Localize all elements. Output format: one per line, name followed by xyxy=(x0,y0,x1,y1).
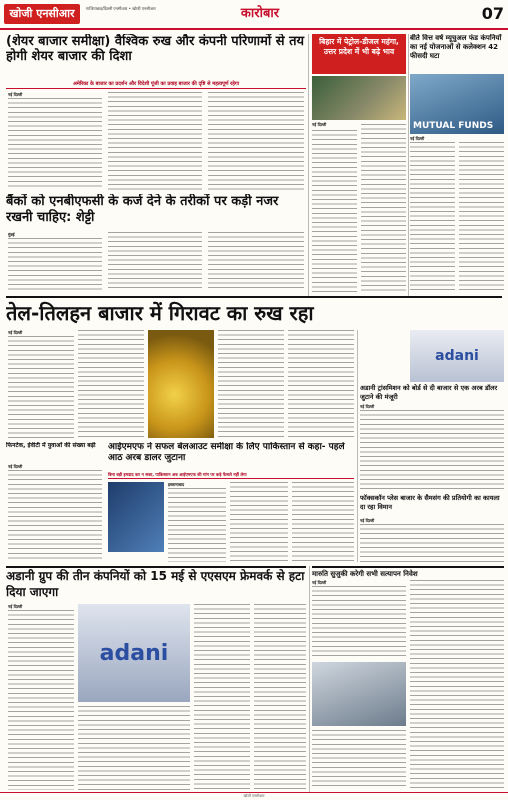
adani-image xyxy=(78,604,190,702)
imf-story-headline: आईएमएफ ने सफल बेलआउट समीक्षा के लिए पाकिस्तान से कहा- पहले आठ अरब डालर जुटाना xyxy=(108,442,345,463)
mf-story-headline: बीते वित्त वर्ष म्यूचुअल फंड कंपनियों का नई योजनाओं से कलेक्शन 42 फीसदी घटा xyxy=(410,34,502,60)
mf-image-text: MUTUAL FUNDS xyxy=(413,121,494,131)
mf-story-body xyxy=(410,142,455,292)
top-story-body-2 xyxy=(108,92,202,190)
adani-story-body-3 xyxy=(194,604,250,790)
adani-ports-body xyxy=(360,410,504,490)
imf-story-deck: बिना बड़ी इमदाद कर न सका, पाकिस्तान अब आईएमएफ की मांग पर कड़े फैसले नहीं लेगा xyxy=(108,471,354,479)
fintech-story-byline: नई दिल्ली xyxy=(8,464,23,469)
imf-story-body-3 xyxy=(292,482,354,562)
oil-story-body-3 xyxy=(218,330,284,438)
paper-name: खोजी एनसीआर xyxy=(4,4,80,24)
bank-story-body xyxy=(8,238,102,292)
foxconn-story-headline: फॉक्सकॉन प्लेस बाजार के सैमसंग की प्रतियोगी का कायला दा रहा विमान xyxy=(360,494,500,511)
adani-story-body xyxy=(8,610,74,790)
bank-story-headline: बैंकों को एनबीएफसी के कर्ज देने के तरीकों पर कड़ी नजर रखनी चाहिए: शेट्टी xyxy=(6,194,279,225)
top-story-body-3 xyxy=(208,92,304,190)
fintech-story-body xyxy=(8,470,102,562)
maruti-image xyxy=(312,662,406,726)
oil-story-body xyxy=(8,336,74,438)
maruti-story-headline: मारुति सुजुकी करेगी सभी सत्यापन निवेश xyxy=(312,566,504,578)
date-line: गाजियाबाद/दिल्ली एनसीआर • खोजी एनसीआर xyxy=(86,6,156,11)
foxconn-story-byline: नई दिल्ली xyxy=(360,518,375,523)
oil-image xyxy=(148,330,214,438)
column-rule xyxy=(357,330,358,562)
column-rule xyxy=(408,34,409,296)
masthead xyxy=(0,0,508,30)
foxconn-story-body xyxy=(360,524,504,562)
mf-story-byline: नई दिल्ली xyxy=(410,136,425,141)
bihar-image xyxy=(312,76,406,120)
oil-story-byline: नई दिल्ली xyxy=(8,330,23,335)
mf-story-body-2 xyxy=(459,142,504,292)
top-story-body xyxy=(8,98,102,190)
adani-ports-byline: नई दिल्ली xyxy=(360,404,375,409)
top-story-deck: अमेरिका के बाजार का प्रदर्शन और विदेशी पूंजी का प्रवाह बाजार की दृष्टि से महत्वपूर्ण रहेगा xyxy=(6,79,306,89)
imf-story-body-2 xyxy=(230,482,288,562)
adani-ports-image xyxy=(410,330,504,382)
adani-ports-headline: अडानी ट्रांसमिशन को बोर्ड से दी बाजार से एक अरब डॉलर जुटाने की मंजूरी xyxy=(360,384,498,401)
top-story-headline: (शेयर बाजार समीक्षा) वैश्विक रुख और कंपनी परिणामों से तय होगी शेयर बाजार की दिशा xyxy=(6,34,305,64)
imf-image xyxy=(108,482,164,552)
maruti-story-body-3 xyxy=(312,730,406,790)
maruti-story-body-2 xyxy=(410,580,504,790)
footer: खोजी एनसीआर xyxy=(0,792,508,800)
top-story-byline: नई दिल्ली xyxy=(8,92,23,97)
adani-story-body-2 xyxy=(78,706,190,790)
column-rule xyxy=(308,34,309,296)
bihar-story-headline: बिहार में पेट्रोल-डीजल महंगा, उत्तर प्रदेश में भी बढ़े भाव xyxy=(312,34,406,74)
maruti-story-body xyxy=(312,586,406,658)
adani-story-headline: अडानी ग्रुप की तीन कंपनियों को 15 मई से एएसएम फ्रेमवर्क से हटा दिया जाएगा xyxy=(6,566,306,602)
maruti-story-byline: नई दिल्ली xyxy=(312,580,327,585)
adani-logo-text: adani xyxy=(99,640,169,666)
section-title: कारोबार xyxy=(240,6,280,21)
oil-story-body-2 xyxy=(78,330,144,438)
adani-story-byline: नई दिल्ली xyxy=(8,604,23,609)
bihar-story-body-2 xyxy=(361,124,406,292)
oil-story-body-4 xyxy=(288,330,354,438)
bank-story-body-3 xyxy=(208,232,304,292)
imf-story-byline: इस्लामाबाद xyxy=(168,482,185,487)
bank-story-byline: मुंबई xyxy=(8,232,15,237)
adani-ports-logo-text: adani xyxy=(435,348,479,364)
mf-image xyxy=(410,74,504,134)
oil-story-headline: तेल-तिलहन बाजार में गिरावट का रुख रहा xyxy=(6,296,502,326)
adani-story-body-4 xyxy=(254,604,306,790)
bihar-story-byline: नई दिल्ली xyxy=(312,122,327,127)
bank-story-body-2 xyxy=(108,232,202,292)
fintech-story-headline: फिनटेक, ईवीटी में युवाओं की संख्या बढ़ी xyxy=(6,442,96,449)
bihar-story-body xyxy=(312,130,357,292)
column-rule xyxy=(309,566,310,792)
imf-story-body xyxy=(168,488,226,562)
page-number: 07 xyxy=(481,4,504,23)
